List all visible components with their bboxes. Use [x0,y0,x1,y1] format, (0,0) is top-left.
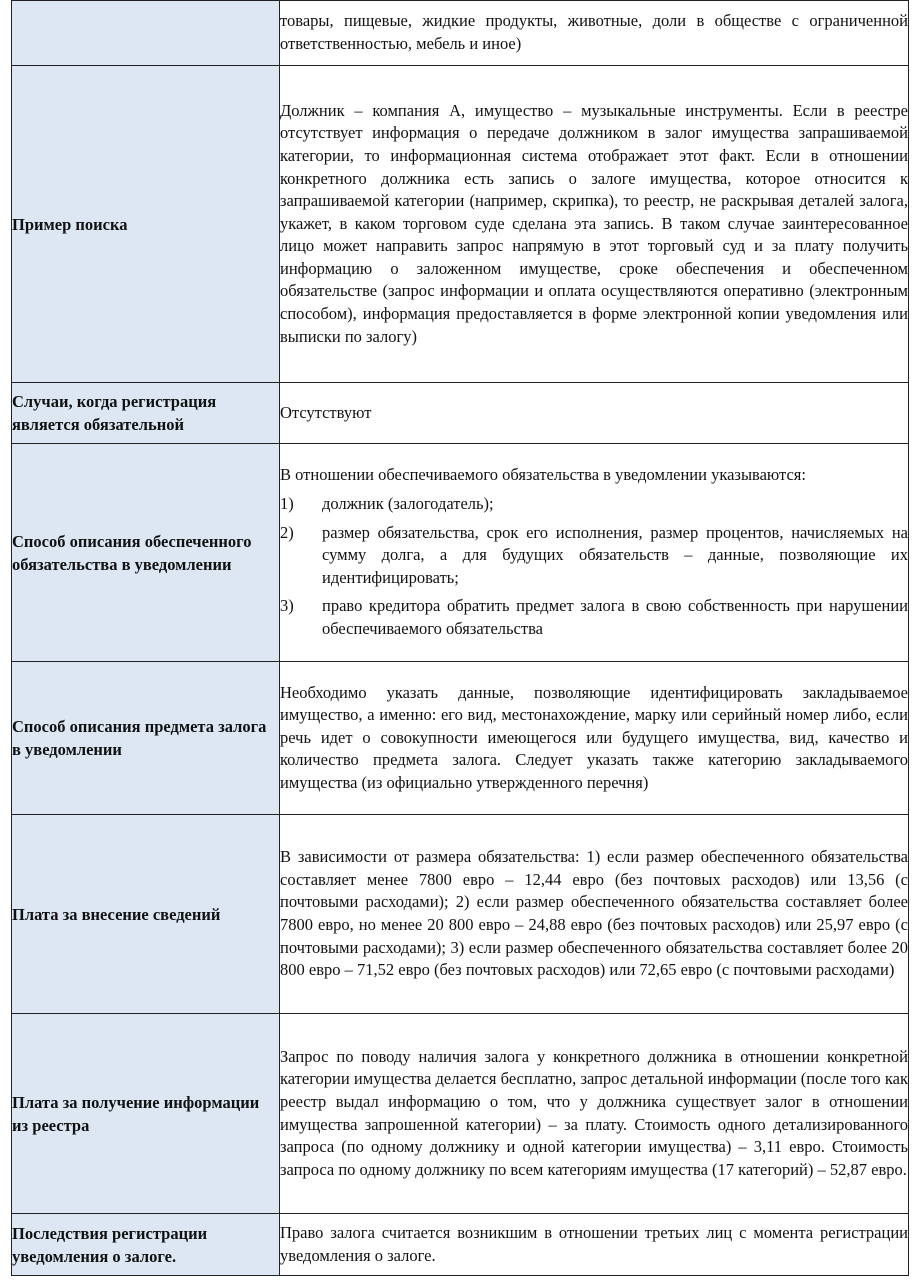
row-label-registration-consequences: Последствия регистрации уведомления о залоге. [12,1214,280,1276]
row-label-empty [12,1,280,66]
table-row [12,662,909,815]
row-text-information-fee: Запрос по поводу наличия залога у конкретного должника в отношении конкретной категории имущества делается бесплатно, запрос детальной информации (после того как реестр выдал информацию о том, что у должника существует залог в отношении имущества запрошенной категории) – за плату. Стоимость одного детализированного запроса (по одному должнику и одной категории имущества) – 3,11 евро. Стоимость запроса по одному должнику по всем категориям имущества (17 категорий) – 52,87 евро. [280,1014,909,1214]
row-text-search-example: Должник – компания А, имущество – музыкальные инструменты. Если в реестре отсутствует информация о передаче должником в залог имущества запрашиваемой категории, то информационная система отображает этот факт. Если в отношении конкретного должника есть запись о залоге имущества, которое относится к запрашиваемой категории (например, скрипка), то реестр, не раскрывая деталей залога, укажет, в каком торговом суде сделана эта запись. В таком случае заинтересованное лицо может направить запрос напрямую в этот торговый суд и за плату получить информацию о заложенном имуществе, сроке обеспечения и обеспеченном обязательстве (запрос информации и оплата осуществляются оперативно (электронным способом), информация предоставляется в форме электронной копии уведомления или выписки по залогу) [280,66,909,383]
list-item: 1) должник (залогодатель); [280,494,494,514]
row-label-mandatory-registration: Случаи, когда регистрация является обязательной [12,383,280,444]
table-row [12,1214,909,1276]
row-text-registration-fee: В зависимости от размера обязательства: 1) если размер обеспеченного обязательства составляет менее 7800 евро – 12,44 евро (без почтовых расходов) или 13,56 (с почтовыми расходами); 2) если размер обеспеченного обязательства составляет более 7800 евро, но менее 20 800 евро – 24,88 евро (без почтовых расходов) или 25,97 евро (с почтовыми расходами); 3) если размер обеспеченного обязательства составляет более 20 800 евро – 71,52 евро (без почтовых расходов) или 72,65 евро (с почтовыми расходами) [280,815,909,1014]
table-row [12,444,909,662]
list-item: 3) право кредитора обратить предмет залога в свою собственность при нарушении обеспечиваемого обязательства [280,596,908,638]
list-item: 2) размер обязательства, срок его исполнения, размер процентов, начисляемых на сумму долга, а для будущих обязательств – данные, позволяющие их идентифицировать; [280,522,908,587]
obligation-list [280,493,908,641]
table-row [12,383,909,444]
table-row [12,1014,909,1214]
pledge-registry-table [11,0,909,1276]
row-label-search-example: Пример поиска [12,66,280,383]
row-label-obligation-description: Способ описания обеспеченного обязательства в уведомлении [12,444,280,662]
row-text-obligation-description [280,444,909,662]
row-text-mandatory-registration: Отсутствуют [280,383,909,444]
table-row [12,66,909,383]
row-label-registration-fee: Плата за внесение сведений [12,815,280,1014]
row-text-collateral-description: Необходимо указать данные, позволяющие идентифицировать закладываемое имущество, а именно: его вид, местонахождение, марку или серийный номер либо, если речь идет о совокупности имеющегося или будущего имущества, вид, качество и количество предмета залога. Следует указать также категорию закладываемого имущества (из официально утвержденного перечня) [280,662,909,815]
row-label-collateral-description: Способ описания предмета залога в уведомлении [12,662,280,815]
table-row [12,1,909,66]
row-text-property-categories: товары, пищевые, жидкие продукты, животные, доли в обществе с ограниченной ответственностью, мебель и иное) [280,1,909,66]
row-label-information-fee: Плата за получение информации из реестра [12,1014,280,1214]
row-text-registration-consequences: Право залога считается возникшим в отношении третьих лиц с момента регистрации уведомления о залоге. [280,1214,909,1276]
obligation-intro: В отношении обеспечиваемого обязательства в уведомлении указываются: [280,465,806,485]
table-row [12,815,909,1014]
